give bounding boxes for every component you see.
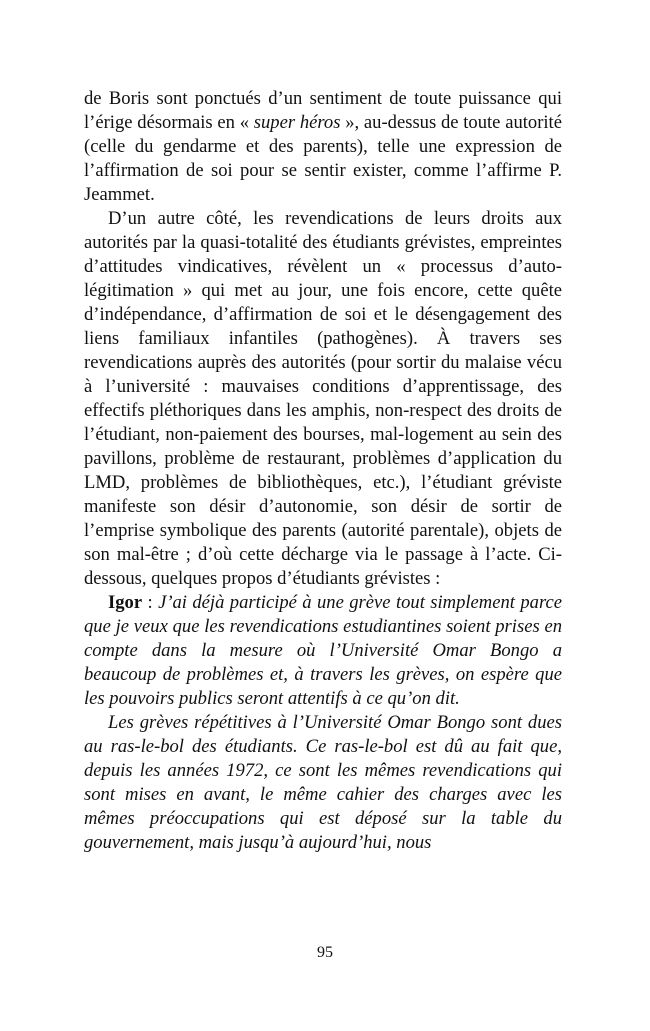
page-body bbox=[84, 87, 562, 855]
paragraph-boris bbox=[84, 87, 562, 207]
paragraph-revendications: D’un autre côté, les revendications de leurs droits aux autorités par la quasi-totalité des étudiants grévistes, empreintes d’attitudes vindicatives, révèlent un « processus d’auto-légitimation » qui met au jour, une fois encore, cette quête d’indépendance, d’affirmation de soi et le désengagement des liens familiaux infantiles (pathogènes). À travers ses revendications auprès des autorités (pour sortir du malaise vécu à l’université : mauvaises conditions d’apprentissage, des effectifs pléthoriques dans les amphis, non-respect des droits de l’étudiant, non-paiement des bourses, mal-logement au sein des pavillons, problème de restaurant, problèmes d’application du LMD, problèmes de bibliothèques, etc.), l’étudiant gréviste manifeste son désir d’autonomie, son désir de sortir de l’emprise symbolique des parents (autorité parentale), objets de son mal-être ; d’où cette décharge via le passage à l’acte. Ci-dessous, quelques propos d’étudiants grévistes : bbox=[84, 208, 562, 589]
paragraph-boris-text-end: », au-dessus de toute autorité (celle du gendarme et des parents), telle une expression de l’affirmation de soi pour se sentir exister, comme l’affirme P. Jeammet. bbox=[84, 112, 562, 205]
quote-text: J’ai déjà participé à une grève tout simplement parce que je veux que les revendications estudiantines soient prises en compte dans la mesure où l’Université Omar Bongo a beaucoup de problèmes et, à travers les grèves, on espère que les pouvoirs publics seront attentifs à ce qu’on dit. bbox=[84, 592, 562, 709]
speaker-name: Igor bbox=[108, 592, 143, 613]
speaker-separator: : bbox=[142, 592, 159, 613]
paragraph-greves-repetitives: Les grèves répétitives à l’Université Omar Bongo sont dues au ras-le-bol des étudiants. Ce ras-le-bol est dû au fait que, depuis les années 1972, ce sont les mêmes revendications qui sont mises en avant, le même cahier des charges avec les mêmes préoccupations qui est déposé sur la table du gouvernement, mais jusqu’à aujourd’hui, nous bbox=[84, 712, 562, 853]
page-number: 95 bbox=[317, 944, 333, 961]
paragraph-igor-quote bbox=[84, 591, 562, 711]
paragraph-boris-text-start: de Boris sont ponctués d’un sentiment de toute puissance qui l’érige désormais en « bbox=[84, 88, 562, 133]
super-heros-emphasis: super héros bbox=[253, 112, 341, 133]
